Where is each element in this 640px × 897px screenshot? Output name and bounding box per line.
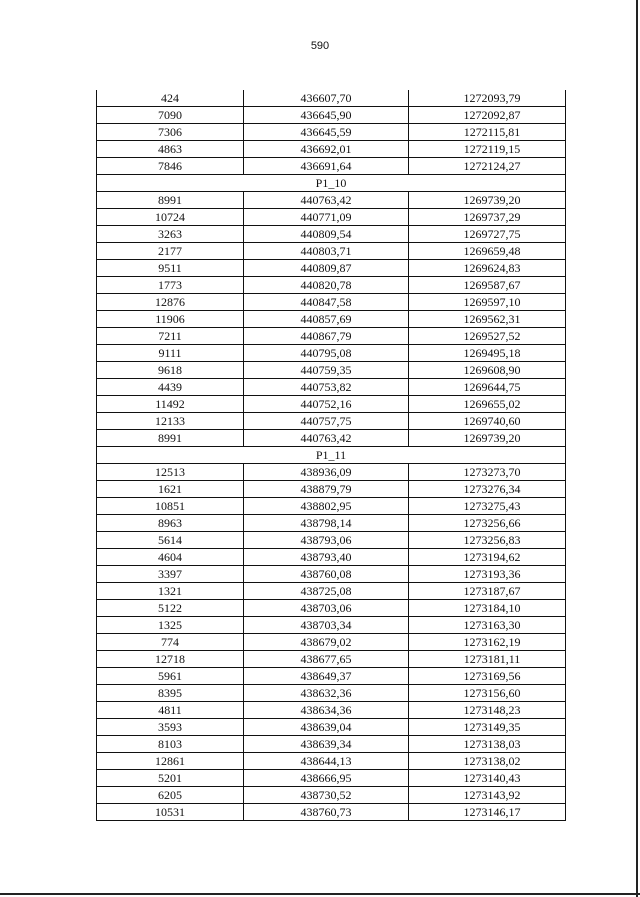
x-coordinate-cell: 438703,06 xyxy=(244,600,409,617)
y-coordinate-cell: 1269739,20 xyxy=(409,192,566,209)
x-coordinate-cell: 438632,36 xyxy=(244,685,409,702)
point-number-cell: 8395 xyxy=(97,685,244,702)
y-coordinate-cell: 1269659,48 xyxy=(409,243,566,260)
y-coordinate-cell: 1272115,81 xyxy=(409,124,566,141)
y-coordinate-cell: 1272119,15 xyxy=(409,141,566,158)
table-row xyxy=(97,124,566,141)
page-number: 590 xyxy=(310,40,330,52)
point-number-cell: 4811 xyxy=(97,702,244,719)
table-row xyxy=(97,260,566,277)
y-coordinate-cell: 1269740,60 xyxy=(409,413,566,430)
x-coordinate-cell: 440752,16 xyxy=(244,396,409,413)
y-coordinate-cell: 1269644,75 xyxy=(409,379,566,396)
point-number-cell: 1325 xyxy=(97,617,244,634)
x-coordinate-cell: 438644,13 xyxy=(244,753,409,770)
y-coordinate-cell: 1269597,10 xyxy=(409,294,566,311)
x-coordinate-cell: 440867,79 xyxy=(244,328,409,345)
point-number-cell: 9511 xyxy=(97,260,244,277)
point-number-cell: 9111 xyxy=(97,345,244,362)
point-number-cell: 8963 xyxy=(97,515,244,532)
table-row xyxy=(97,566,566,583)
point-number-cell: 4863 xyxy=(97,141,244,158)
table-row xyxy=(97,634,566,651)
point-number-cell: 10724 xyxy=(97,209,244,226)
x-coordinate-cell: 440857,69 xyxy=(244,311,409,328)
x-coordinate-cell: 440759,35 xyxy=(244,362,409,379)
x-coordinate-cell: 440803,71 xyxy=(244,243,409,260)
point-number-cell: 2177 xyxy=(97,243,244,260)
table-row xyxy=(97,753,566,770)
table-row xyxy=(97,702,566,719)
table-row xyxy=(97,668,566,685)
y-coordinate-cell: 1273184,10 xyxy=(409,600,566,617)
x-coordinate-cell: 438798,14 xyxy=(244,515,409,532)
table-row xyxy=(97,345,566,362)
y-coordinate-cell: 1273138,03 xyxy=(409,736,566,753)
y-coordinate-cell: 1273193,36 xyxy=(409,566,566,583)
table-row xyxy=(97,379,566,396)
table-row xyxy=(97,787,566,804)
point-number-cell: 12861 xyxy=(97,753,244,770)
x-coordinate-cell: 438730,52 xyxy=(244,787,409,804)
table-row xyxy=(97,141,566,158)
coordinates-table-body xyxy=(97,90,566,821)
y-coordinate-cell: 1272092,87 xyxy=(409,107,566,124)
point-number-cell: 5961 xyxy=(97,668,244,685)
section-label: P1_10 xyxy=(97,175,566,192)
table-row xyxy=(97,107,566,124)
table-row xyxy=(97,328,566,345)
x-coordinate-cell: 440820,78 xyxy=(244,277,409,294)
x-coordinate-cell: 440847,58 xyxy=(244,294,409,311)
point-number-cell: 8991 xyxy=(97,192,244,209)
x-coordinate-cell: 436645,59 xyxy=(244,124,409,141)
y-coordinate-cell: 1272124,27 xyxy=(409,158,566,175)
x-coordinate-cell: 438679,02 xyxy=(244,634,409,651)
table-row xyxy=(97,209,566,226)
x-coordinate-cell: 438936,09 xyxy=(244,464,409,481)
y-coordinate-cell: 1269587,67 xyxy=(409,277,566,294)
x-coordinate-cell: 440771,09 xyxy=(244,209,409,226)
point-number-cell: 4439 xyxy=(97,379,244,396)
table-row xyxy=(97,243,566,260)
x-coordinate-cell: 438793,40 xyxy=(244,549,409,566)
point-number-cell: 3263 xyxy=(97,226,244,243)
y-coordinate-cell: 1269737,29 xyxy=(409,209,566,226)
point-number-cell: 3397 xyxy=(97,566,244,583)
point-number-cell: 12876 xyxy=(97,294,244,311)
table-row xyxy=(97,362,566,379)
point-number-cell: 11492 xyxy=(97,396,244,413)
table-row xyxy=(97,600,566,617)
point-number-cell: 5614 xyxy=(97,532,244,549)
y-coordinate-cell: 1273140,43 xyxy=(409,770,566,787)
y-coordinate-cell: 1273276,34 xyxy=(409,481,566,498)
y-coordinate-cell: 1273162,19 xyxy=(409,634,566,651)
y-coordinate-cell: 1273187,67 xyxy=(409,583,566,600)
page-edge-bottom xyxy=(0,893,640,895)
point-number-cell: 12513 xyxy=(97,464,244,481)
point-number-cell: 3593 xyxy=(97,719,244,736)
x-coordinate-cell: 440809,54 xyxy=(244,226,409,243)
x-coordinate-cell: 438649,37 xyxy=(244,668,409,685)
point-number-cell: 1321 xyxy=(97,583,244,600)
point-number-cell: 1773 xyxy=(97,277,244,294)
table-row xyxy=(97,685,566,702)
table-row xyxy=(97,498,566,515)
y-coordinate-cell: 1273181,11 xyxy=(409,651,566,668)
x-coordinate-cell: 440757,75 xyxy=(244,413,409,430)
y-coordinate-cell: 1273194,62 xyxy=(409,549,566,566)
table-row xyxy=(97,651,566,668)
point-number-cell: 12718 xyxy=(97,651,244,668)
table-row xyxy=(97,158,566,175)
y-coordinate-cell: 1273275,43 xyxy=(409,498,566,515)
x-coordinate-cell: 440763,42 xyxy=(244,192,409,209)
table-row xyxy=(97,617,566,634)
coordinates-table xyxy=(96,90,566,821)
point-number-cell: 4604 xyxy=(97,549,244,566)
y-coordinate-cell: 1273256,83 xyxy=(409,532,566,549)
y-coordinate-cell: 1269655,02 xyxy=(409,396,566,413)
point-number-cell: 6205 xyxy=(97,787,244,804)
y-coordinate-cell: 1273156,60 xyxy=(409,685,566,702)
page-edge-right xyxy=(636,0,638,897)
table-row xyxy=(97,804,566,821)
point-number-cell: 774 xyxy=(97,634,244,651)
x-coordinate-cell: 438639,34 xyxy=(244,736,409,753)
x-coordinate-cell: 438760,08 xyxy=(244,566,409,583)
section-header-row xyxy=(97,175,566,192)
table-row xyxy=(97,464,566,481)
point-number-cell: 5201 xyxy=(97,770,244,787)
section-label: P1_11 xyxy=(97,447,566,464)
y-coordinate-cell: 1273169,56 xyxy=(409,668,566,685)
y-coordinate-cell: 1273146,17 xyxy=(409,804,566,821)
x-coordinate-cell: 440763,42 xyxy=(244,430,409,447)
x-coordinate-cell: 440753,82 xyxy=(244,379,409,396)
table-row xyxy=(97,583,566,600)
y-coordinate-cell: 1269562,31 xyxy=(409,311,566,328)
y-coordinate-cell: 1269739,20 xyxy=(409,430,566,447)
point-number-cell: 7306 xyxy=(97,124,244,141)
y-coordinate-cell: 1273273,70 xyxy=(409,464,566,481)
table-row xyxy=(97,719,566,736)
table-row xyxy=(97,481,566,498)
y-coordinate-cell: 1269608,90 xyxy=(409,362,566,379)
point-number-cell: 10851 xyxy=(97,498,244,515)
x-coordinate-cell: 438793,06 xyxy=(244,532,409,549)
table-row xyxy=(97,311,566,328)
point-number-cell: 7211 xyxy=(97,328,244,345)
table-row xyxy=(97,770,566,787)
table-row xyxy=(97,277,566,294)
y-coordinate-cell: 1269527,52 xyxy=(409,328,566,345)
table-row xyxy=(97,736,566,753)
x-coordinate-cell: 438639,04 xyxy=(244,719,409,736)
point-number-cell: 5122 xyxy=(97,600,244,617)
x-coordinate-cell: 436691,64 xyxy=(244,158,409,175)
x-coordinate-cell: 438879,79 xyxy=(244,481,409,498)
x-coordinate-cell: 436692,01 xyxy=(244,141,409,158)
y-coordinate-cell: 1272093,79 xyxy=(409,90,566,107)
table-row xyxy=(97,532,566,549)
point-number-cell: 1621 xyxy=(97,481,244,498)
y-coordinate-cell: 1269624,83 xyxy=(409,260,566,277)
table-row xyxy=(97,549,566,566)
point-number-cell: 10531 xyxy=(97,804,244,821)
y-coordinate-cell: 1273163,30 xyxy=(409,617,566,634)
x-coordinate-cell: 436645,90 xyxy=(244,107,409,124)
table-row xyxy=(97,90,566,107)
point-number-cell: 12133 xyxy=(97,413,244,430)
y-coordinate-cell: 1273256,66 xyxy=(409,515,566,532)
section-header-row xyxy=(97,447,566,464)
x-coordinate-cell: 438760,73 xyxy=(244,804,409,821)
y-coordinate-cell: 1269495,18 xyxy=(409,345,566,362)
x-coordinate-cell: 440795,08 xyxy=(244,345,409,362)
y-coordinate-cell: 1273143,92 xyxy=(409,787,566,804)
x-coordinate-cell: 438666,95 xyxy=(244,770,409,787)
table-row xyxy=(97,226,566,243)
x-coordinate-cell: 438703,34 xyxy=(244,617,409,634)
y-coordinate-cell: 1273138,02 xyxy=(409,753,566,770)
table-row xyxy=(97,396,566,413)
point-number-cell: 8103 xyxy=(97,736,244,753)
point-number-cell: 7090 xyxy=(97,107,244,124)
x-coordinate-cell: 438677,65 xyxy=(244,651,409,668)
x-coordinate-cell: 438725,08 xyxy=(244,583,409,600)
point-number-cell: 7846 xyxy=(97,158,244,175)
x-coordinate-cell: 438634,36 xyxy=(244,702,409,719)
point-number-cell: 8991 xyxy=(97,430,244,447)
y-coordinate-cell: 1269727,75 xyxy=(409,226,566,243)
table-row xyxy=(97,192,566,209)
table-row xyxy=(97,515,566,532)
point-number-cell: 9618 xyxy=(97,362,244,379)
y-coordinate-cell: 1273149,35 xyxy=(409,719,566,736)
x-coordinate-cell: 436607,70 xyxy=(244,90,409,107)
point-number-cell: 11906 xyxy=(97,311,244,328)
y-coordinate-cell: 1273148,23 xyxy=(409,702,566,719)
point-number-cell: 424 xyxy=(97,90,244,107)
table-row xyxy=(97,430,566,447)
x-coordinate-cell: 440809,87 xyxy=(244,260,409,277)
table-row xyxy=(97,413,566,430)
table-row xyxy=(97,294,566,311)
x-coordinate-cell: 438802,95 xyxy=(244,498,409,515)
